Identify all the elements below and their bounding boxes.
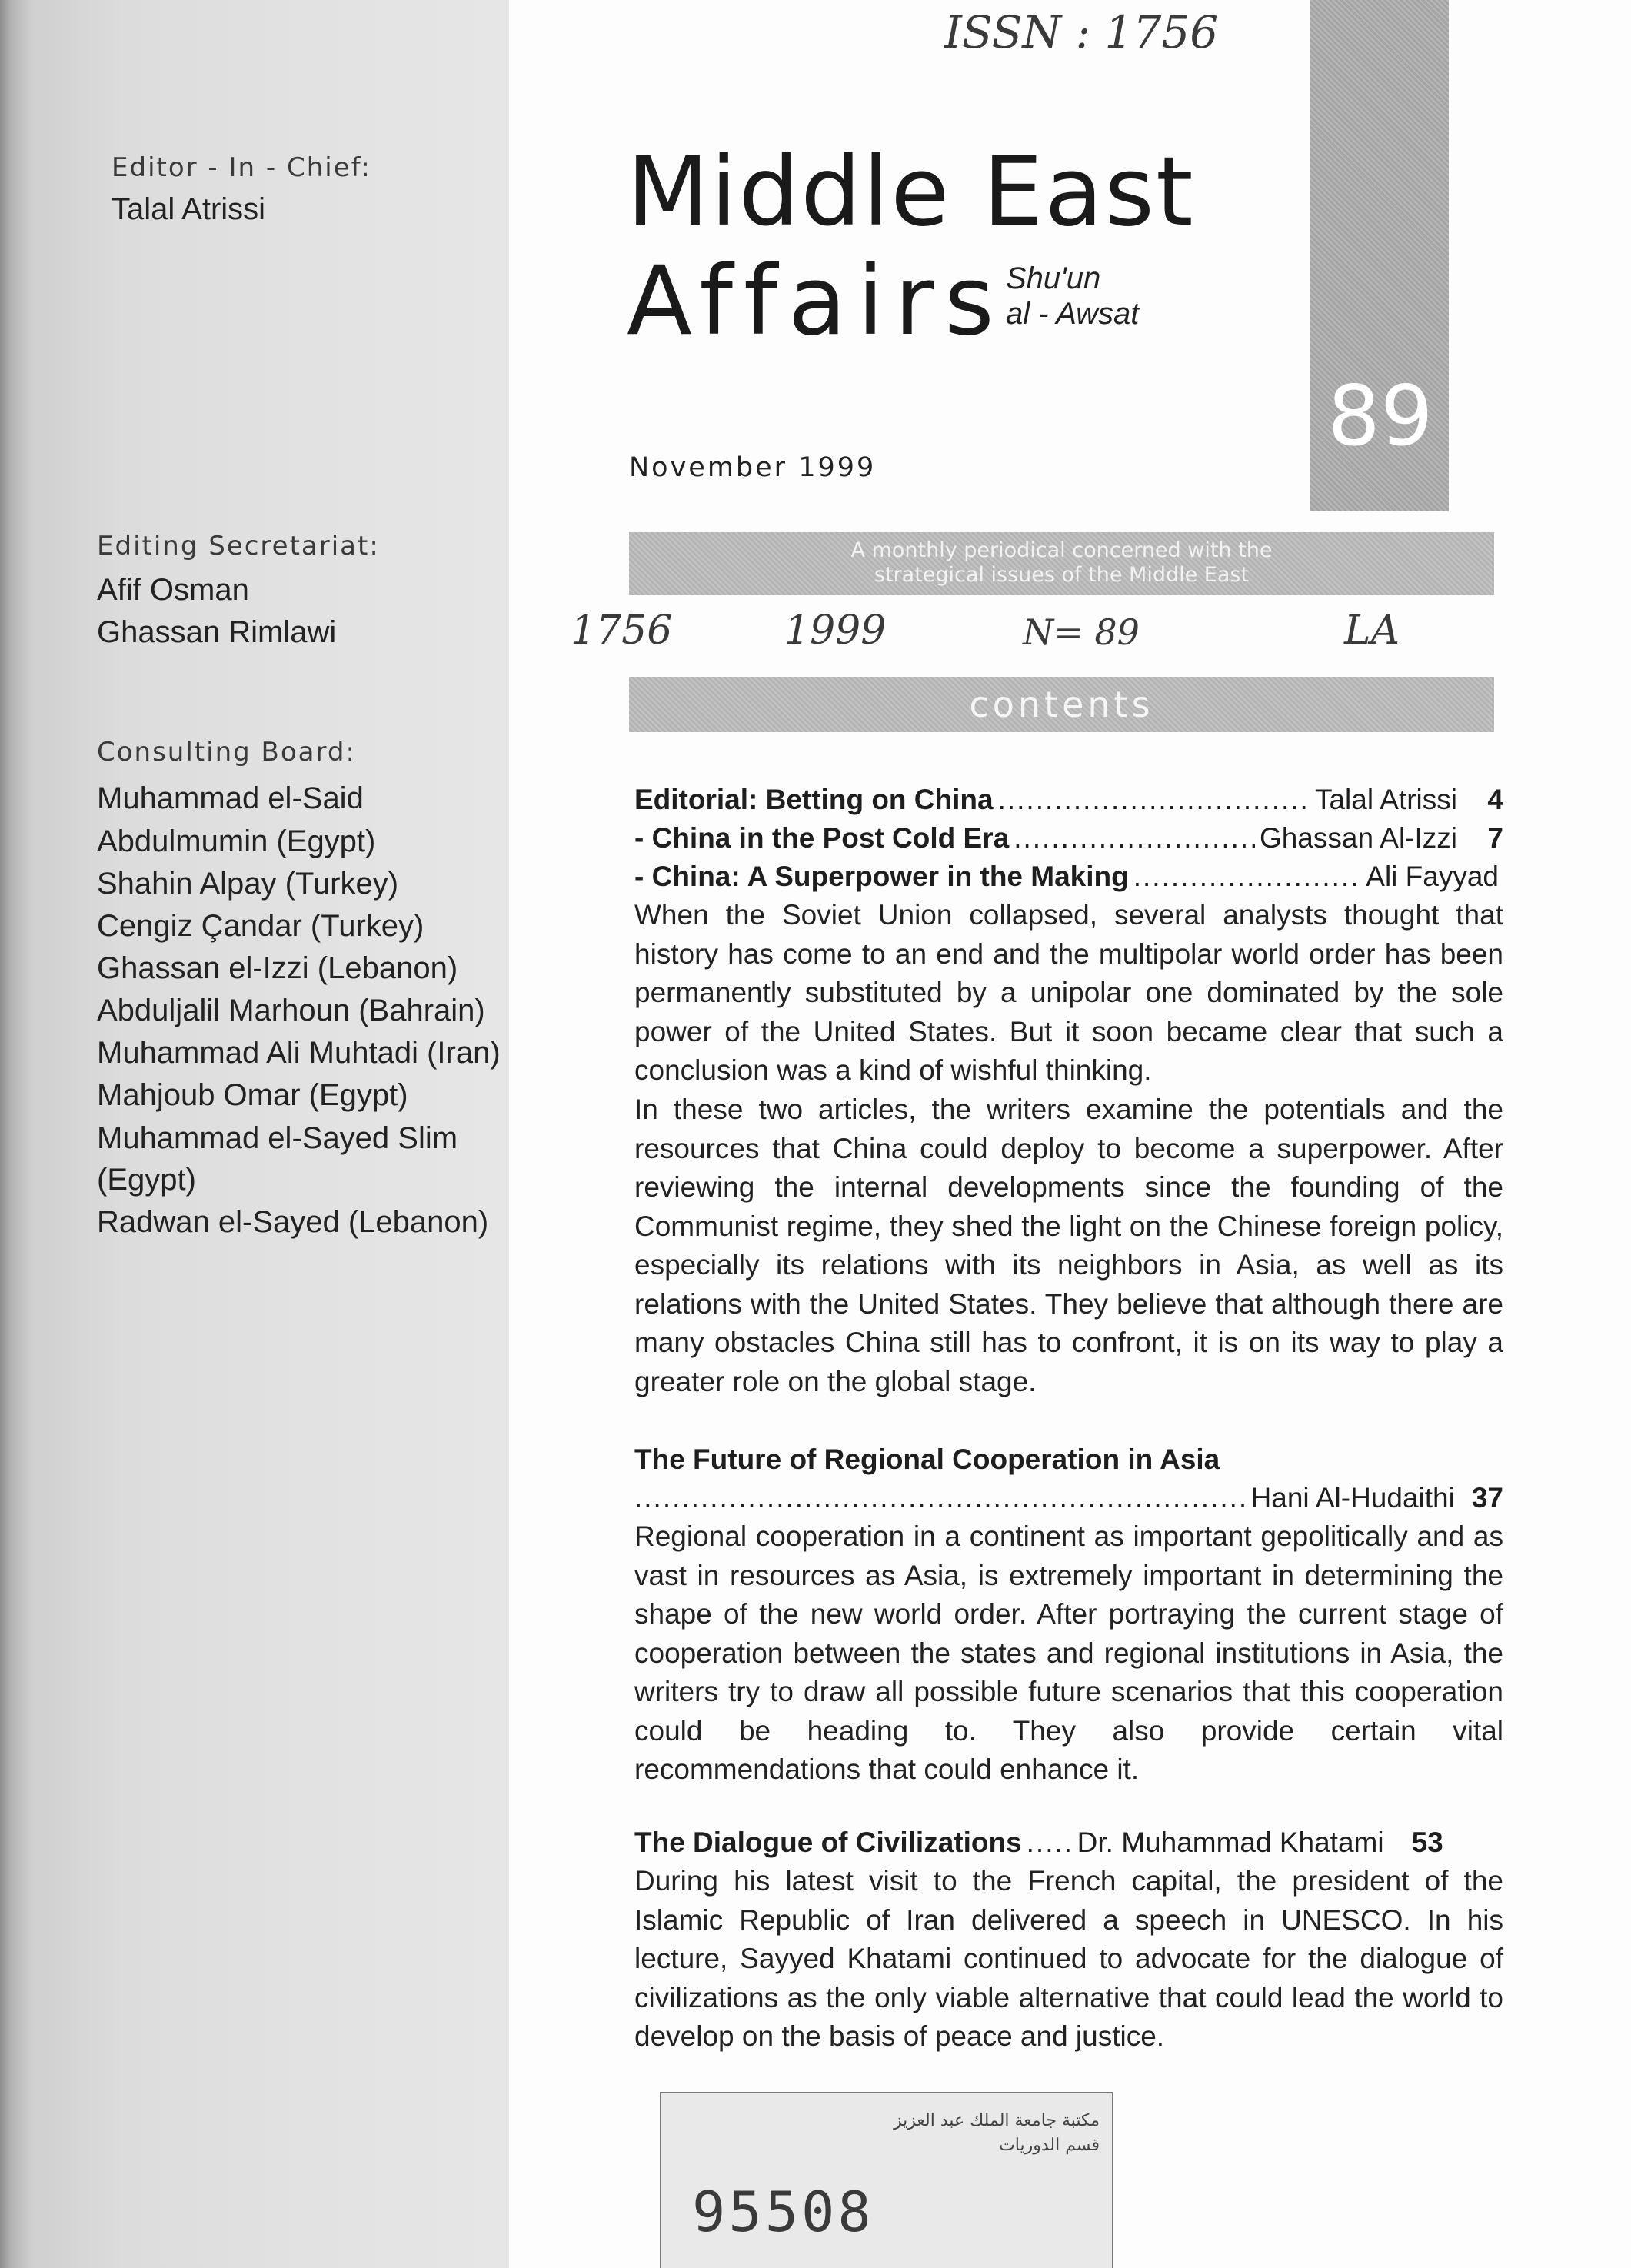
toc-leader-dots (1133, 858, 1362, 896)
editing-secretariat-label: Editing Secretariat: (97, 531, 380, 561)
toc-leader-dots (1014, 819, 1255, 858)
handwritten-issue: N= 89 (1023, 611, 1140, 653)
handwritten-issn-note: ISSN : 1756 (944, 6, 1219, 58)
toc-entry (634, 858, 1503, 896)
journal-title-line1: Middle East (627, 137, 1195, 248)
toc-entry-author: Ghassan Al-Izzi (1259, 822, 1457, 854)
arabic-title-transliteration-line2: al - Awsat (1006, 297, 1140, 331)
consulting-board-label: Consulting Board: (97, 737, 356, 768)
asia-summary-paragraph: Regional cooperation in a continent as important gepolitically and as vast in resources as Asia, is extremely important in determining the shape of the new world order. After portraying the current stage of cooperation between the states and regional institutions in Asia, the writers try to draw all possible future scenarios that this cooperation could be heading to. They also provide certain vital recommendations that could enhance it. (634, 1520, 1503, 1785)
toc-leader-dots (1027, 1823, 1073, 1862)
toc-leader-dots (998, 781, 1310, 819)
stamp-text-line: مكتبة جامعة الملك عبد العزيز (894, 2111, 1100, 2130)
secretariat-name: Afif Osman (97, 573, 249, 607)
handwritten-catalog-number: 1756 (571, 608, 673, 654)
toc-entry-author: Ali Fayyad (1366, 861, 1499, 892)
toc-entry-author: Hani Al-Hudaithi (1250, 1482, 1455, 1514)
board-member: Muhammad el-Sayed Slim (97, 1121, 458, 1155)
toc-entry-page: 4 (1487, 784, 1503, 815)
issue-date: November 1999 (629, 452, 877, 483)
toc-entry-title: Editorial: Betting on China (634, 784, 994, 815)
contents-banner: contents (629, 677, 1494, 732)
toc-entry-page: 53 (1411, 1827, 1443, 1858)
stamp-text-line: قسم الدوريات (999, 2136, 1100, 2155)
china-summary-paragraph-2: In these two articles, the writers examine the potentials and the resources that China could deploy to become a superpower. After reviewing the internal developments since the founding of the Communist regime, they shed the light on the Chinese foreign policy, especially its relations with its neighbors in Asia, as well as its relations with the United States. They believe that although there are many obstacles China still has to confront, it is on its way to play a greater role on the global stage. (634, 1094, 1503, 1397)
toc-entry-page: 37 (1471, 1482, 1503, 1514)
stamp-accession-number: 95508 (692, 2180, 874, 2244)
board-member: Muhammad el-Said (97, 781, 364, 815)
toc-entry (634, 1479, 1503, 1517)
toc-entry-title: - China in the Post Cold Era (634, 822, 1010, 854)
toc-entry-title: - China: A Superpower in the Making (634, 861, 1129, 892)
editor-in-chief-name: Talal Atrissi (112, 192, 266, 226)
toc-entry (634, 1823, 1503, 1862)
board-member: Muhammad Ali Muhtadi (Iran) (97, 1036, 501, 1070)
board-member: Mahjoub Omar (Egypt) (97, 1078, 408, 1112)
section-title-asia-cooperation: The Future of Regional Cooperation in Asia (634, 1444, 1220, 1475)
library-stamp (660, 2092, 1113, 2268)
toc-entry (634, 819, 1503, 858)
board-member: Ghassan el-Izzi (Lebanon) (97, 951, 458, 985)
stamp-text (677, 2109, 1100, 2158)
editor-in-chief-label: Editor - In - Chief: (112, 152, 371, 183)
tagline-banner (629, 532, 1494, 595)
board-member: Radwan el-Sayed (Lebanon) (97, 1205, 489, 1239)
board-member: Abdulmumin (Egypt) (97, 824, 376, 858)
dialogue-summary-paragraph: During his latest visit to the French capital, the president of the Islamic Republic of Iran delivered a speech in UNESCO. In his lecture, Sayyed Khatami continued to advocate for the dialogue of civilizations as the only viable alternative that could lead the world to develop on the basis of peace and justice. (634, 1865, 1503, 2052)
journal-title-line2: Affairs (627, 246, 1005, 357)
china-summary-paragraph-1: When the Soviet Union collapsed, several analysts thought that history has come to an end and the multipolar world order has been permanently substituted by a unipolar one dominated by the sole power of the United States. But it soon became clear that such a conclusion was a kind of wishful thinking. (634, 899, 1503, 1086)
board-member: Abduljalil Marhoun (Bahrain) (97, 994, 485, 1027)
handwritten-code: LA (1344, 608, 1400, 654)
toc-entry-author: Dr. Muhammad Khatami (1077, 1827, 1384, 1858)
toc-entry-page: 7 (1487, 822, 1503, 854)
toc-leader-dots (634, 1479, 1247, 1517)
issue-number: 89 (1327, 368, 1433, 465)
board-member: Cengiz Çandar (Turkey) (97, 909, 424, 943)
handwritten-year: 1999 (784, 608, 887, 654)
toc-entry-author: Talal Atrissi (1314, 784, 1457, 815)
toc-entry (634, 781, 1503, 819)
toc-entry-title: The Dialogue of Civilizations (634, 1827, 1022, 1858)
board-member: (Egypt) (97, 1163, 196, 1197)
tagline-line2: strategical issues of the Middle East (874, 563, 1250, 587)
board-member: Shahin Alpay (Turkey) (97, 867, 399, 901)
secretariat-name: Ghassan Rimlawi (97, 615, 337, 649)
tagline-line1: A monthly periodical concerned with the (850, 538, 1273, 562)
arabic-title-transliteration-line1: Shu'un (1006, 261, 1101, 295)
